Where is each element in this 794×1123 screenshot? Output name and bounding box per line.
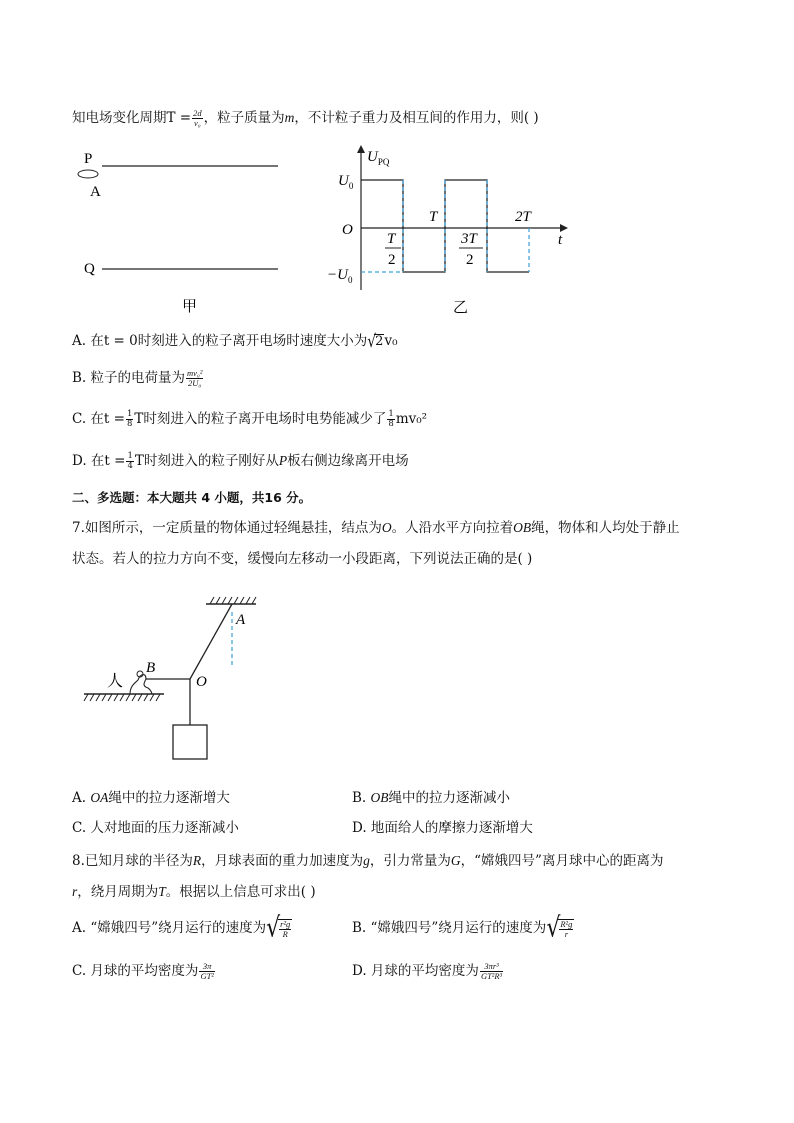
q8-option-a[interactable]: A. “嫦娥四号”绕月运行的速度为√ $\frac{\text{r²g}}{R}$ [72,912,291,944]
person-figure [130,675,152,694]
q7-line1: 7.如图所示，一定质量的物体通过轻绳悬挂，结点为O。人沿水平方向拉着OB绳，物体和人均处于静止 [72,520,680,536]
sqrt-fraction-b: √ $\frac{\text{R²g}}{r}$ [546,912,573,944]
q6-option-d[interactable] [72,451,409,471]
period-fraction [192,109,203,128]
label-u0: $U_0$ [338,173,354,191]
y-axis-arrow-icon [357,145,365,153]
intro-suffix: ，不计粒子重力及相互间的作用力，则( ) [294,110,539,126]
q6-option-c[interactable] [72,409,427,429]
q8-option-c[interactable]: C. 月球的平均密度为 $\frac{3\pi}{\text{GT²}}$ [72,961,214,981]
intro-line [72,108,539,128]
q8-option-b[interactable]: B. “嫦娥四号”绕月运行的速度为√ $\frac{\text{R²g}}{r}$ [352,912,573,944]
caption-jia: 甲 [182,299,198,315]
figure-jia [70,145,290,320]
q6-option-d-pre: D. 在t = [72,453,126,469]
q6-option-d-post: 板右侧边缘离开电场 [287,453,409,469]
q6-option-d-mid: T时刻进入的粒子刚好从 [134,453,279,469]
q6-option-c-mid: T时刻进入的粒子离开电场时电势能减少了 [134,411,387,427]
tick-threehalf-den: 2 [466,252,474,268]
label-O: O [196,674,207,690]
tick-2T: 2T [515,209,531,225]
q6-option-b[interactable] [72,368,204,388]
caption-yi: 乙 [453,300,469,316]
q6-option-c-post: mv₀² [395,411,428,427]
label-Q: Q [84,261,95,277]
label-origin: O [342,222,353,238]
c-fraction-2: $\frac{1}{8}$ [388,409,394,429]
sqrt-2: √2 [367,331,384,352]
label-person: 人 [107,673,124,690]
q6-option-c-pre: C. 在t = [72,411,125,427]
q6-option-d-P: P [278,453,288,468]
label-B: B [146,660,156,676]
mass-symbol: m [284,110,295,125]
section-heading: 二、多选题：本大题共 4 小题，共16 分。 [72,490,312,505]
density-fraction-c: $\frac{3\pi}{\text{GT²}}$ [200,961,214,981]
d-fraction: $\frac{1}{4}$ [127,451,133,471]
intro-prefix: 知电场变化周期T = [72,110,192,126]
label-neg-u0: $-U_0$ [327,267,353,285]
q6-option-a-text: A. 在t = 0时刻进入的粒子离开电场时速度大小为 [72,333,368,349]
tick-threehalf-num: 3T [461,231,477,247]
tick-half-den: 2 [388,252,396,268]
rope-OA [190,604,232,679]
period-frac-den: v₀ [193,118,201,128]
charge-fraction: $\frac{\text{mv₀²}}{\text{2U₀}}$ [187,368,203,388]
q6-option-b-text: B. 粒子的电荷量为 [72,370,186,386]
hanging-box [173,725,207,759]
label-A: A [236,612,246,628]
q7-line2: 状态。若人的拉力方向不变，缓慢向左移动一小段距离，下列说法正确的是( ) [72,551,533,567]
particle-icon [78,170,98,178]
c-fraction-1: $\frac{1}{8}$ [126,409,133,429]
q7-option-c[interactable]: C. 人对地面的压力逐渐减小 [72,820,239,836]
label-A: A [90,184,101,200]
intro-mid: ，粒子质量为 [203,110,285,126]
figure-q7 [80,590,280,770]
q7-option-b[interactable]: B. OB绳中的拉力逐渐减小 [352,790,511,806]
density-fraction-d: $\frac{\text{3πr³}}{\text{GT²R³}}$ [480,961,503,981]
q6-option-a-v0: v₀ [384,333,398,349]
x-axis-arrow-icon [560,224,568,232]
t-axis-label: t [558,232,563,248]
sqrt-fraction-a: √ $\frac{\text{r²g}}{R}$ [266,912,291,944]
q7-option-a[interactable]: A. OA绳中的拉力逐渐增大 [72,790,230,806]
label-P: P [84,151,93,167]
ceiling-hatch [210,597,256,604]
q6-option-a[interactable] [72,331,398,351]
period-frac-num: 2d [193,108,202,118]
q8-line1: 8.已知月球的半径为R，月球表面的重力加速度为g，引力常量为G，“嫦娥四号”离月球中心的距离为 [72,853,664,869]
q8-option-d[interactable]: D. 月球的平均密度为 $\frac{\text{3πr³}}{\text{GT²R³}}$ [352,961,503,981]
figure-yi [325,140,585,320]
q8-line2: r，绕月周期为T。根据以上信息可求出( ) [72,884,316,900]
tick-T: T [429,209,438,225]
q7-option-d[interactable]: D. 地面给人的摩擦力逐渐增大 [352,820,533,836]
y-axis-label: $U_{PQ}$ [367,149,390,167]
tick-half-num: T [387,231,396,247]
ground-hatch [84,694,160,701]
